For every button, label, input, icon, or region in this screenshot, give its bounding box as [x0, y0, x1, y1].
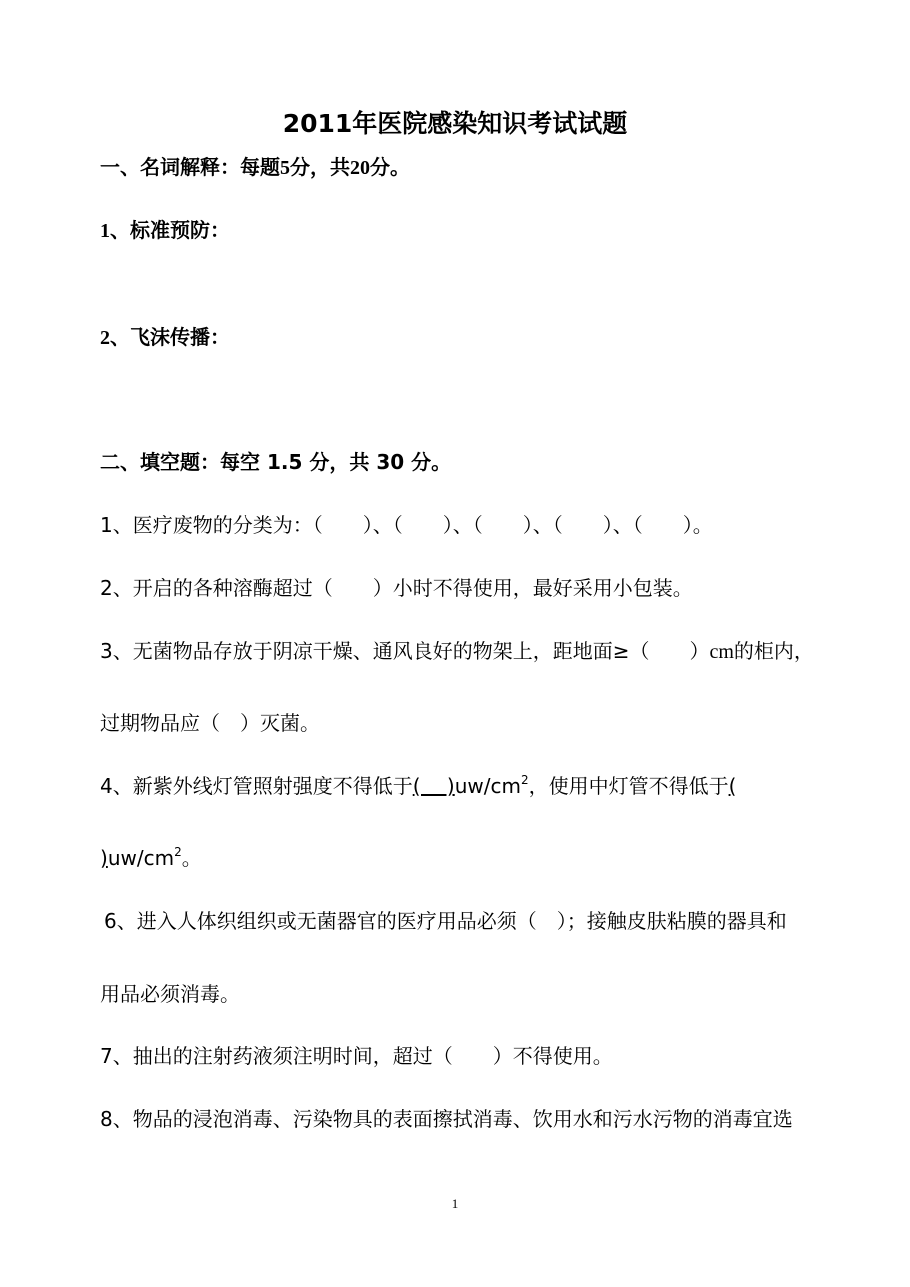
answer-blank-close: )	[100, 846, 108, 870]
section1-question-1	[100, 218, 230, 243]
question-text-end: 的柜内，	[733, 639, 814, 663]
question-end: 。	[181, 846, 202, 870]
superscript: 2	[174, 845, 182, 859]
section1-points-each: 5	[280, 157, 290, 179]
section2-question-8: 8、物品的浸泡消毒、污染物具的表面擦拭消毒、饮用水和污水污物的消毒宜选	[100, 1107, 793, 1131]
answer-blank: ( )	[412, 774, 455, 798]
section2-question-4-continued	[100, 846, 202, 870]
section2-question-3-continued: 过期物品应（ ）灭菌。	[100, 711, 320, 735]
section1-heading-part-e: 分。	[370, 155, 410, 179]
unit-label: uw/cm	[454, 774, 521, 798]
question-text-middle: ，使用中灯管不得低于	[528, 774, 729, 798]
question-text: 、标准预防：	[110, 218, 230, 242]
superscript: 2	[520, 773, 529, 787]
section1-heading-part-c: 分，共	[290, 155, 350, 179]
section2-heading: 二、填空题：每空 1.5 分，共 30 分。	[100, 450, 452, 474]
section2-question-3	[100, 639, 814, 664]
section1-question-2	[100, 325, 230, 350]
question-number: 1	[100, 220, 110, 242]
page-title: 2011年医院感染知识考试试题	[282, 109, 628, 138]
section2-question-7: 7、抽出的注射药液须注明时间，超过（ ）不得使用。	[100, 1044, 613, 1068]
section1-points-total: 20	[350, 157, 370, 179]
unit-label: uw/cm	[107, 846, 175, 870]
question-number: 2	[100, 327, 110, 349]
section1-heading-part-a: 一、名词解释：每题	[100, 155, 280, 179]
section2-question-2: 2、开启的各种溶酶超过（ ）小时不得使用，最好采用小包装。	[100, 576, 693, 600]
section2-question-6-continued: 用品必须消毒。	[100, 982, 240, 1006]
question-text: 3、无菌物品存放于阴凉干燥、通风良好的物架上，距地面≥（ ）	[100, 639, 710, 663]
section2-question-4	[100, 774, 736, 798]
answer-blank-open: (	[728, 774, 737, 798]
section2-question-6: 6、进入人体织组织或无菌器官的医疗用品必须（ ）；接触皮肤粘膜的器具和	[104, 909, 787, 933]
question-text: 4、新紫外线灯管照射强度不得低于	[100, 774, 413, 798]
unit-label: cm	[709, 641, 734, 663]
section2-question-1: 1、医疗废物的分类为：（ ）、（ ）、（ ）、（ ）、（ ）。	[100, 513, 713, 537]
page-number: 1	[451, 1196, 459, 1211]
section1-heading	[100, 155, 410, 180]
question-text: 、飞沫传播：	[110, 325, 230, 349]
